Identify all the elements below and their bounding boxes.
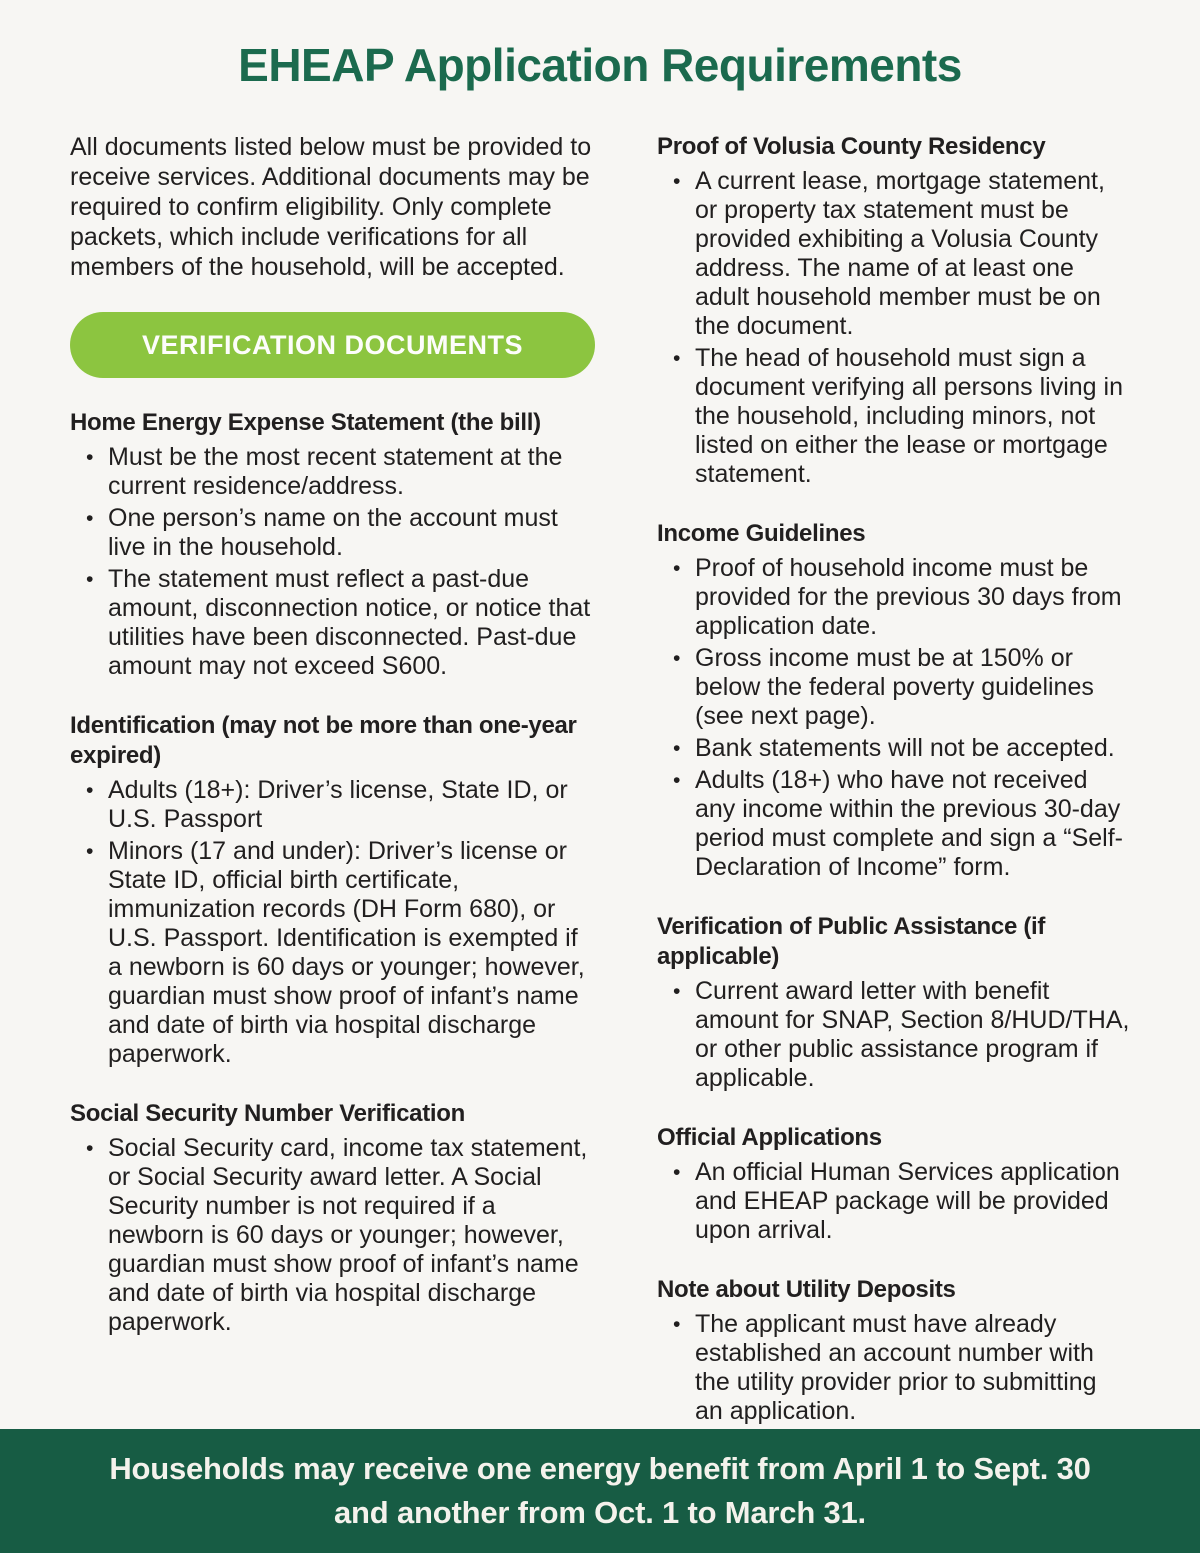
bullet-item: • An official Human Services application and EHEAP package will be provided upon arrival. bbox=[695, 1158, 1130, 1245]
bullet-list bbox=[657, 1158, 1130, 1245]
bullet-list bbox=[657, 554, 1130, 882]
verification-documents-badge bbox=[70, 312, 595, 378]
bullet-list bbox=[70, 443, 595, 681]
badge-label: VERIFICATION DOCUMENTS bbox=[142, 329, 523, 360]
section-heading: Note about Utility Deposits bbox=[657, 1276, 956, 1303]
bullet-item: • Must be the most recent statement at the current residence/address. bbox=[108, 443, 595, 501]
bullet-item: • Adults (18+) who have not received any income within the previous 30-day period must complete and sign a “Self-Declaration of Income” form. bbox=[695, 766, 1130, 882]
section-home-energy bbox=[70, 408, 595, 681]
section-identification bbox=[70, 711, 595, 1069]
bullet-item: • Gross income must be at 150% or below the federal poverty guidelines (see next page). bbox=[695, 644, 1130, 731]
content-columns bbox=[0, 132, 1200, 1429]
banner-line-2: and another from Oct. 1 to March 31. bbox=[334, 1495, 866, 1530]
section-ssn-verification bbox=[70, 1099, 595, 1337]
bullet-item: • Bank statements will not be accepted. bbox=[695, 734, 1130, 763]
bullet-item: • Adults (18+): Driver’s license, State ID, or U.S. Passport bbox=[108, 776, 595, 834]
bullet-list bbox=[70, 776, 595, 1069]
bullet-item: • Social Security card, income tax statement, or Social Security award letter. A Social Security number is not required if a newborn is 60 days or younger; however, guardian must show proof of infant’s name and date of birth via hospital discharge paperwork. bbox=[108, 1134, 595, 1337]
bullet-item: • Minors (17 and under): Driver’s license or State ID, official birth certificate, immunization records (DH Form 680), or U.S. Passport. Identification is exempted if a newborn is 60 days or younger; however, guardian must show proof of infant’s name and date of birth via hospital discharge paperwork. bbox=[108, 837, 595, 1069]
bullet-item: • Proof of household income must be provided for the previous 30 days from application date. bbox=[695, 554, 1130, 641]
section-heading: Official Applications bbox=[657, 1124, 882, 1151]
bullet-item: • A current lease, mortgage statement, or property tax statement must be provided exhibiting a Volusia County address. The name of at least one adult household member must be on the document. bbox=[695, 167, 1130, 341]
bullet-list bbox=[657, 1310, 1130, 1426]
right-column bbox=[657, 132, 1130, 1429]
page-title: EHEAP Application Requirements bbox=[238, 39, 962, 91]
section-heading: Verification of Public Assistance (if applicable) bbox=[657, 913, 1046, 970]
section-utility-deposits bbox=[657, 1275, 1130, 1426]
section-heading: Proof of Volusia County Residency bbox=[657, 133, 1046, 160]
section-public-assistance bbox=[657, 912, 1130, 1093]
section-heading: Identification (may not be more than one-year expired) bbox=[70, 712, 577, 769]
section-heading: Income Guidelines bbox=[657, 520, 866, 547]
bullet-item: • One person’s name on the account must live in the household. bbox=[108, 504, 595, 562]
section-heading: Social Security Number Verification bbox=[70, 1100, 465, 1127]
bullet-list bbox=[70, 1134, 595, 1337]
section-income-guidelines bbox=[657, 519, 1130, 882]
footer-banner bbox=[0, 1429, 1200, 1553]
bullet-item: • The statement must reflect a past-due amount, disconnection notice, or notice that utilities have been disconnected. Past-due amount may not exceed S600. bbox=[108, 565, 595, 681]
bullet-list bbox=[657, 977, 1130, 1093]
left-column bbox=[70, 132, 595, 1429]
bullet-item: • The applicant must have already established an account number with the utility provider prior to submitting an application. bbox=[695, 1310, 1130, 1426]
bullet-list bbox=[657, 167, 1130, 489]
section-heading: Home Energy Expense Statement (the bill) bbox=[70, 409, 541, 436]
section-residency bbox=[657, 132, 1130, 489]
bullet-item: • Current award letter with benefit amount for SNAP, Section 8/HUD/THA, or other public assistance program if applicable. bbox=[695, 977, 1130, 1093]
section-official-applications bbox=[657, 1123, 1130, 1245]
intro-paragraph: All documents listed below must be provided to receive services. Additional documents may be required to confirm eligibility. Only complete packets, which include verifications for all members of the household, will be accepted. bbox=[70, 133, 592, 281]
bullet-item: • The head of household must sign a document verifying all persons living in the household, including minors, not listed on either the lease or mortgage statement. bbox=[695, 344, 1130, 489]
banner-line-1: Households may receive one energy benefit from April 1 to Sept. 30 bbox=[109, 1451, 1091, 1486]
